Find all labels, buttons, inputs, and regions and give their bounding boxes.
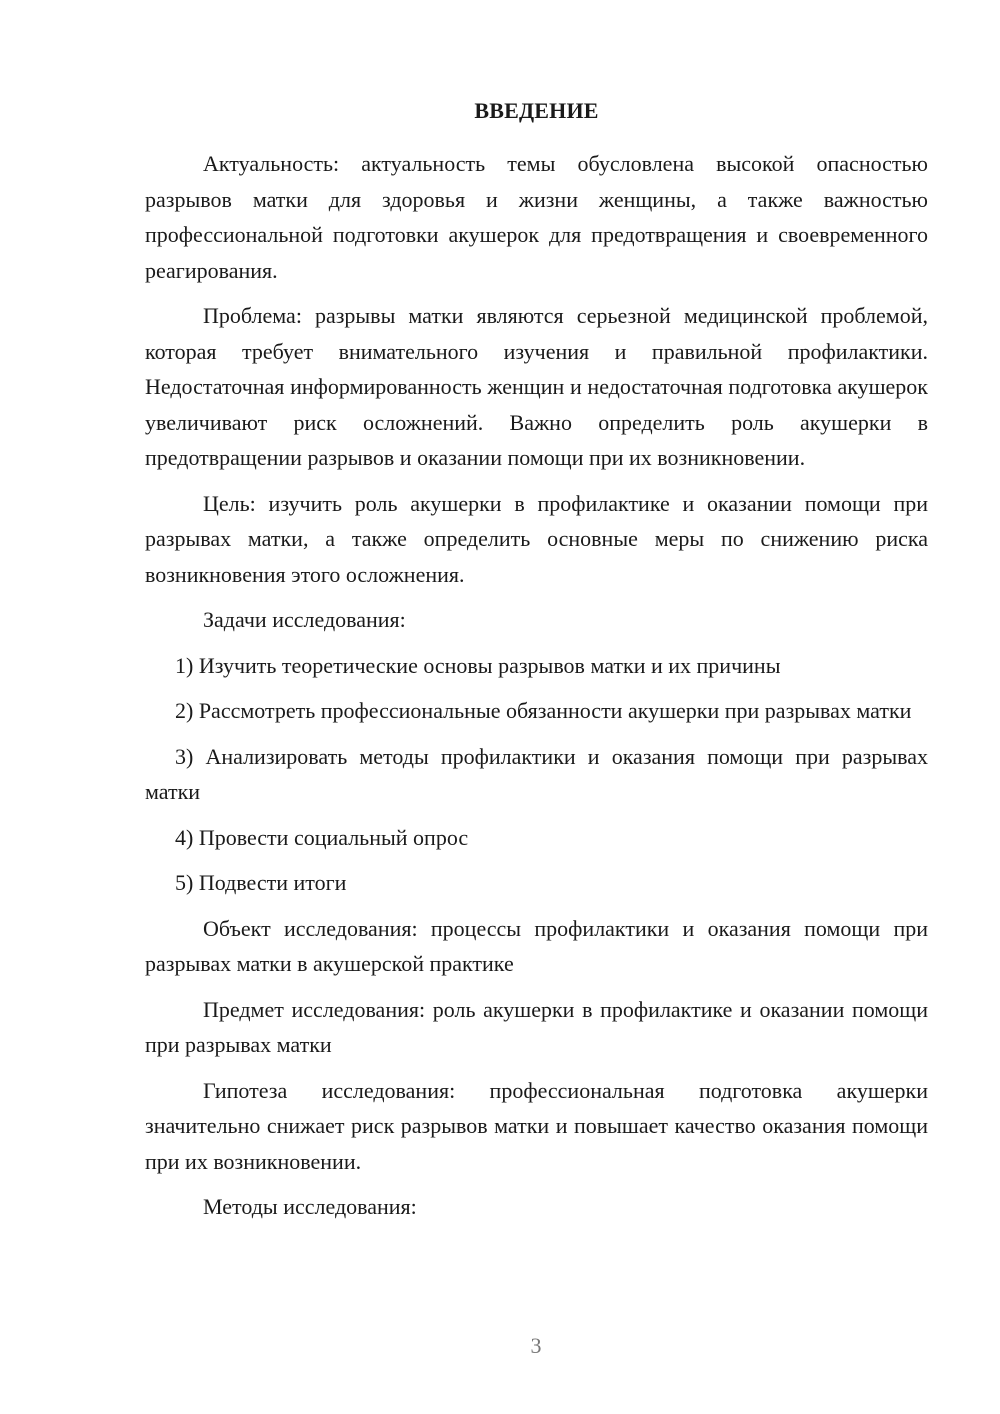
- task-item: 3) Анализировать методы профилактики и оказания помощи при разрывах матки: [145, 743, 928, 804]
- object-paragraph: Объект исследования: процессы профилактики и оказания помощи при разрывах матки в акушерской практике: [145, 915, 928, 976]
- page-number: 3: [530, 1333, 542, 1358]
- task-item: 2) Рассмотреть профессиональные обязанности акушерки при разрывах матки: [175, 698, 912, 723]
- relevance-paragraph: Актуальность: актуальность темы обусловлена высокой опасностью разрывов матки для здоровья и жизни женщины, а также важностью профессиональной подготовки акушерок для предотвращения и своевременного реагирования.: [145, 151, 928, 283]
- tasks-title: Задачи исследования:: [203, 607, 406, 632]
- subject-paragraph: Предмет исследования: роль акушерки в профилактике и оказании помощи при разрывах матки: [145, 996, 928, 1057]
- document-page: [145, 96, 928, 1235]
- hypothesis-paragraph: Гипотеза исследования: профессиональная подготовка акушерки значительно снижает риск разрывов матки и повышает качество оказания помощи при их возникновении.: [145, 1077, 928, 1174]
- goal-paragraph: Цель: изучить роль акушерки в профилактике и оказании помощи при разрывах матки, а также определить основные меры по снижению риска возникновения этого осложнения.: [145, 490, 928, 587]
- task-item: 4) Провести социальный опрос: [175, 824, 469, 850]
- section-heading: ВВЕДЕНИЕ: [474, 98, 599, 123]
- task-item: 5) Подвести итоги: [175, 870, 347, 895]
- problem-paragraph: Проблема: разрывы матки являются серьезной медицинской проблемой, которая требует внимательного изучения и правильной профилактики. Недостаточная информированность женщин и недостаточная подготовка акушерок увеличивают риск осложнений. Важно определить роль акушерки в предотвращении разрывов и оказании помощи при их возникновении.: [145, 303, 928, 470]
- task-item: 1) Изучить теоретические основы разрывов матки и их причины: [175, 652, 781, 678]
- methods-title: Методы исследования:: [203, 1194, 417, 1219]
